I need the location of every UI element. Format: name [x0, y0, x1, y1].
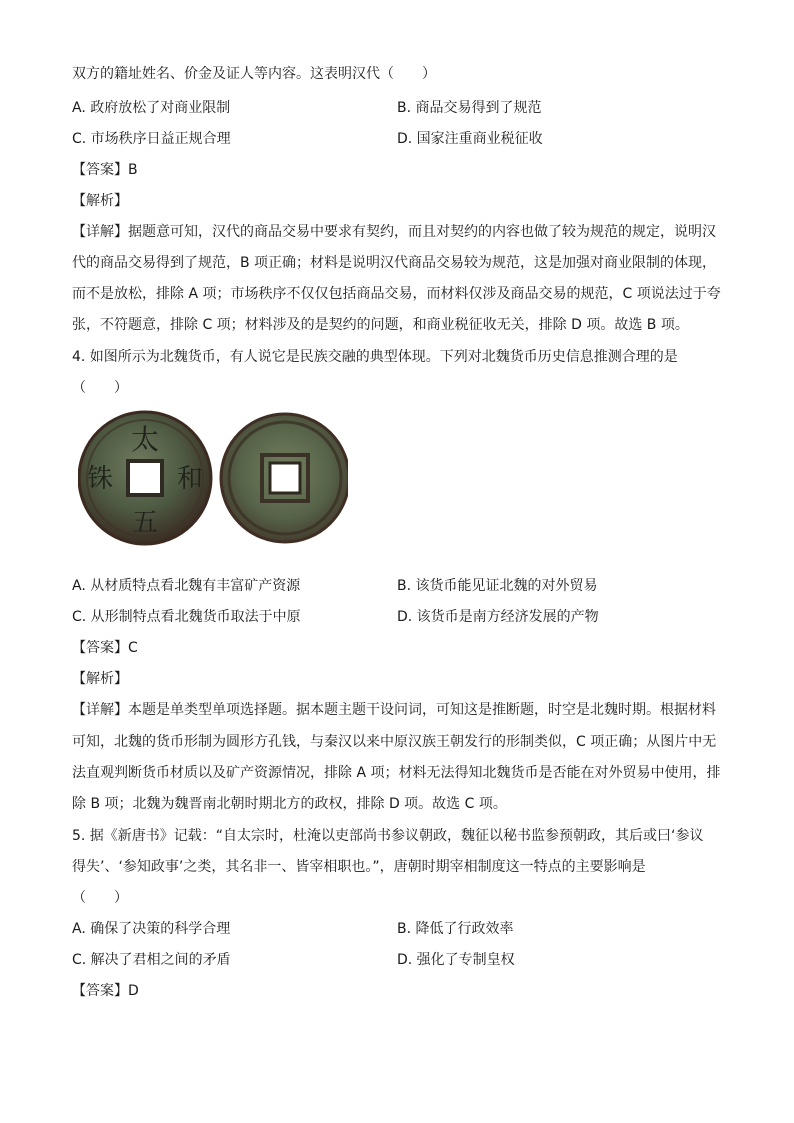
q5-option-b: B. 降低了行政效率 [397, 921, 514, 937]
q5-option-a: A. 确保了决策的科学合理 [72, 921, 231, 937]
coin-char-top: 太 [130, 423, 160, 456]
q3-option-c: C. 市场秩序日益正规合理 [72, 131, 231, 147]
coin-back [221, 414, 348, 542]
northern-wei-coins-image [78, 405, 348, 551]
q4-option-a: A. 从材质特点看北魏有丰富矿产资源 [72, 578, 301, 594]
q5-stem-line: 得失’、‘参知政事’之类，其名非一、皆宰相职也。”，唐朝时期宰相制度这一特点的主要影响是 [72, 859, 646, 875]
q5-option-c: C. 解决了君相之间的矛盾 [72, 952, 231, 968]
q3-option-d: D. 国家注重商业税征收 [397, 131, 543, 147]
q3-option-a: A. 政府放松了对商业限制 [72, 100, 231, 116]
q3-detail-line: 张，不符题意，排除 C 项；材料涉及的是契约的问题，和商业税征收无关，排除 D 项。故选 B 项。 [72, 317, 689, 333]
q4-detail-line: 法直观判断货币材质以及矿产资源情况，排除 A 项；材料无法得知北魏货币是否能在对外贸易中使用，排 [72, 765, 721, 781]
coin-char-left: 铢 [86, 464, 114, 494]
q3-analysis-heading: 【解析】 [72, 193, 128, 209]
q5-answer: 【答案】D [72, 983, 139, 999]
coin-front [79, 412, 211, 544]
q5-stem-line: 5. 据《新唐书》记载：“自太宗时，杜淹以吏部尚书参议朝政，魏征以秘书监参预朝政，其后或曰‘参议 [72, 828, 704, 844]
q3-answer: 【答案】B [72, 162, 138, 178]
coin-char-bottom: 五 [131, 508, 159, 538]
q3-detail-line: 代的商品交易得到了规范，B 项正确；材料是说明汉代商品交易较为规范，这是加强对商业限制的体现， [72, 255, 717, 271]
q4-answer: 【答案】C [72, 640, 138, 656]
q4-option-b: B. 该货币能见证北魏的对外贸易 [397, 578, 598, 594]
q5-option-d: D. 强化了专制皇权 [397, 952, 515, 968]
q3-stem-tail: 双方的籍址姓名、价金及证人等内容。这表明汉代（ ） [72, 66, 436, 82]
q4-stem-bracket: （ ） [72, 380, 128, 396]
q4-detail-line: 除 B 项；北魏为魏晋南北朝时期北方的政权，排除 D 项。故选 C 项。 [72, 796, 507, 812]
q4-detail-line: 可知，北魏的货币形制为圆形方孔钱，与秦汉以来中原汉族王朝发行的形制类似，C 项正确；从图片中无 [72, 734, 717, 750]
q3-detail-line: 而不是放松，排除 A 项；市场秩序不仅仅包括商品交易，而材料仅涉及商品交易的规范，C 项说法过于夸 [72, 286, 721, 302]
coin-char-right: 和 [176, 464, 204, 494]
q3-option-b: B. 商品交易得到了规范 [397, 100, 542, 116]
q4-detail-line: 【详解】本题是单类型单项选择题。据本题主题干设问词，可知这是推断题，时空是北魏时期。根据材料 [72, 702, 716, 718]
q4-option-d: D. 该货币是南方经济发展的产物 [397, 609, 599, 625]
q3-detail-line: 【详解】据题意可知，汉代的商品交易中要求有契约，而且对契约的内容也做了较为规范的规定，说明汉 [72, 224, 716, 240]
q4-analysis-heading: 【解析】 [72, 671, 128, 687]
q4-stem: 4. 如图所示为北魏货币，有人说它是民族交融的典型体现。下列对北魏货币历史信息推测合理的是 [72, 349, 678, 365]
q4-option-c: C. 从形制特点看北魏货币取法于中原 [72, 609, 301, 625]
q5-stem-bracket: （ ） [72, 890, 128, 906]
